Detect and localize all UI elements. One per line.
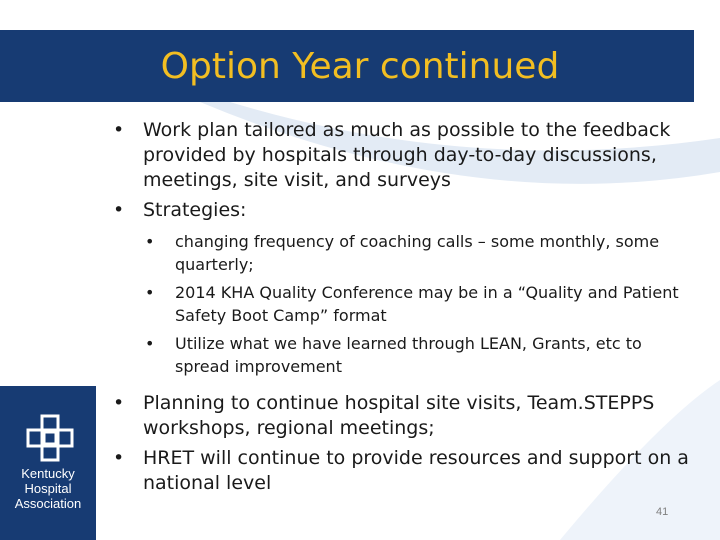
sub-bullet-text: 2014 KHA Quality Conference may be in a “Quality and Patient Safety Boot Camp” format (175, 283, 679, 325)
sub-bullet-lean (145, 332, 693, 378)
logo-line-3: Association (14, 496, 82, 511)
bullet-work-plan (113, 118, 693, 193)
bullet-dot: • (113, 199, 125, 221)
bullet-text: Work plan tailored as much as possible to the feedback provided by hospitals through day-to-day discussions, meetings, site visit, and surveys (143, 119, 671, 191)
logo-wordmark (0, 466, 96, 511)
bullet-dot: • (113, 119, 125, 141)
bullet-text: Strategies: (143, 199, 247, 221)
bullet-dot: • (145, 334, 155, 353)
bullet-strategies (113, 198, 693, 223)
logo-line-2: Hospital (24, 481, 72, 496)
logo-sidebar (0, 386, 96, 540)
bullet-text: Planning to continue hospital site visits, Team.STEPPS workshops, regional meetings; (143, 392, 655, 439)
sub-bullet-conference (145, 281, 693, 327)
bullet-dot: • (145, 232, 155, 251)
logo-line-1: Kentucky (21, 466, 75, 481)
bullet-dot: • (113, 392, 125, 414)
sub-bullet-coaching-calls (145, 230, 693, 276)
bullet-dot: • (113, 447, 125, 469)
slide-content (113, 118, 693, 496)
bullet-site-visits (113, 391, 693, 441)
slide-title: Option Year continued (160, 45, 560, 87)
bullet-hret (113, 446, 693, 496)
page-number: 41 (656, 506, 669, 518)
bullet-text: HRET will continue to provide resources and support on a national level (143, 447, 689, 494)
sub-bullet-text: changing frequency of coaching calls – some monthly, some quarterly; (175, 232, 660, 274)
interlocking-squares-cross-icon (26, 414, 74, 462)
bullet-dot: • (145, 283, 155, 302)
sub-bullet-text: Utilize what we have learned through LEAN, Grants, etc to spread improvement (175, 334, 642, 376)
